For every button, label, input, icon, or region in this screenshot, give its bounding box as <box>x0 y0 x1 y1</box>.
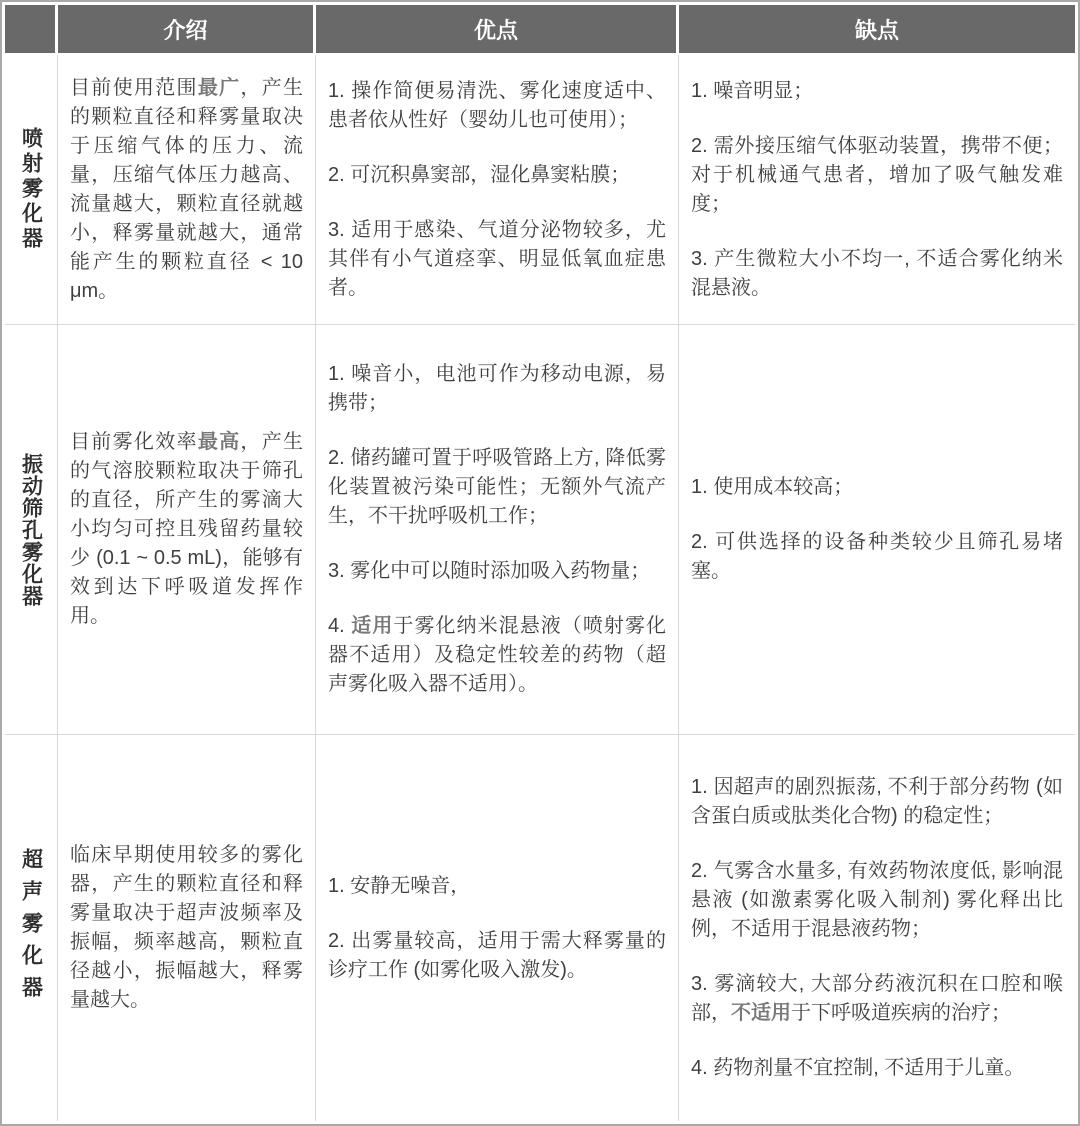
pros-cell-jet-nebulizer: 1. 操作简便易清洗、雾化速度适中、患者依从性好（婴幼儿也可使用）； 2. 可沉积鼻窦部，湿化鼻窦粘膜； 3. 适用于感染、气道分泌物较多，尤其伴有小气道痉挛、明显低氧血症患者。 <box>316 55 679 325</box>
nebulizer-comparison-table <box>5 5 1075 1121</box>
cons-cell-mesh-nebulizer: 1. 使用成本较高； 2. 可供选择的设备种类较少且筛孔易堵塞。 <box>679 325 1075 735</box>
intro-cell-mesh-nebulizer: 目前雾化效率最高，产生的气溶胶颗粒取决于筛孔的直径，所产生的雾滴大小均匀可控且残留药量较少 (0.1 ~ 0.5 mL)，能够有效到达下呼吸道发挥作用。 <box>58 325 316 735</box>
header-cell-pros: 优点 <box>316 5 679 55</box>
pros-cell-ultrasonic-nebulizer: 1. 安静无噪音， 2. 出雾量较高，适用于需大释雾量的诊疗工作 (如雾化吸入激发)。 <box>316 735 679 1121</box>
row-label-text: 振动筛孔雾化器 <box>19 452 43 607</box>
row-label-mesh-nebulizer <box>5 325 58 735</box>
row-label-text: 超声雾化器 <box>19 848 43 1008</box>
intro-cell-ultrasonic-nebulizer: 临床早期使用较多的雾化器，产生的颗粒直径和释雾量取决于超声波频率及振幅，频率越高，颗粒直径越小，振幅越大，释雾量越大。 <box>58 735 316 1121</box>
pros-cell-mesh-nebulizer: 1. 噪音小，电池可作为移动电源，易携带； 2. 储药罐可置于呼吸管路上方, 降低雾化装置被污染可能性；无额外气流产生，不干扰呼吸机工作； 3. 雾化中可以随时添加吸入药物量； 4. 适用于雾化纳米混悬液（喷射雾化器不适用）及稳定性较差的药物（超声雾化吸入器不适用）。 <box>316 325 679 735</box>
header-cell-intro: 介绍 <box>58 5 316 55</box>
cons-cell-ultrasonic-nebulizer: 1. 因超声的剧烈振荡, 不利于部分药物 (如含蛋白质或肽类化合物) 的稳定性； 2. 气雾含水量多, 有效药物浓度低, 影响混悬液 (如激素雾化吸入制剂) 雾化释出比例，不适用于混悬液药物； 3. 雾滴较大, 大部分药液沉积在口腔和喉部，不适用于下呼吸道疾病的治疗； 4. 药物剂量不宜控制, 不适用于儿童。 <box>691 776 1063 1079</box>
row-label-jet-nebulizer <box>5 55 58 325</box>
row-label-ultrasonic-nebulizer <box>5 735 58 1121</box>
row-label-text: 喷射雾化器 <box>19 127 43 252</box>
intro-cell-jet-nebulizer: 目前使用范围最广，产生的颗粒直径和释雾量取决于压缩气体的压力、流量，压缩气体压力越高、流量越大，颗粒直径就越小，释雾量就越大，通常能产生的颗粒直径 < 10 μm。 <box>58 55 316 325</box>
header-cell-blank <box>5 5 58 55</box>
cons-cell-jet-nebulizer: 1. 噪音明显； 2. 需外接压缩气体驱动装置，携带不便；对于机械通气患者，增加了吸气触发难度； 3. 产生微粒大小不均一, 不适合雾化纳米混悬液。 <box>679 55 1075 325</box>
header-cell-cons: 缺点 <box>679 5 1075 55</box>
